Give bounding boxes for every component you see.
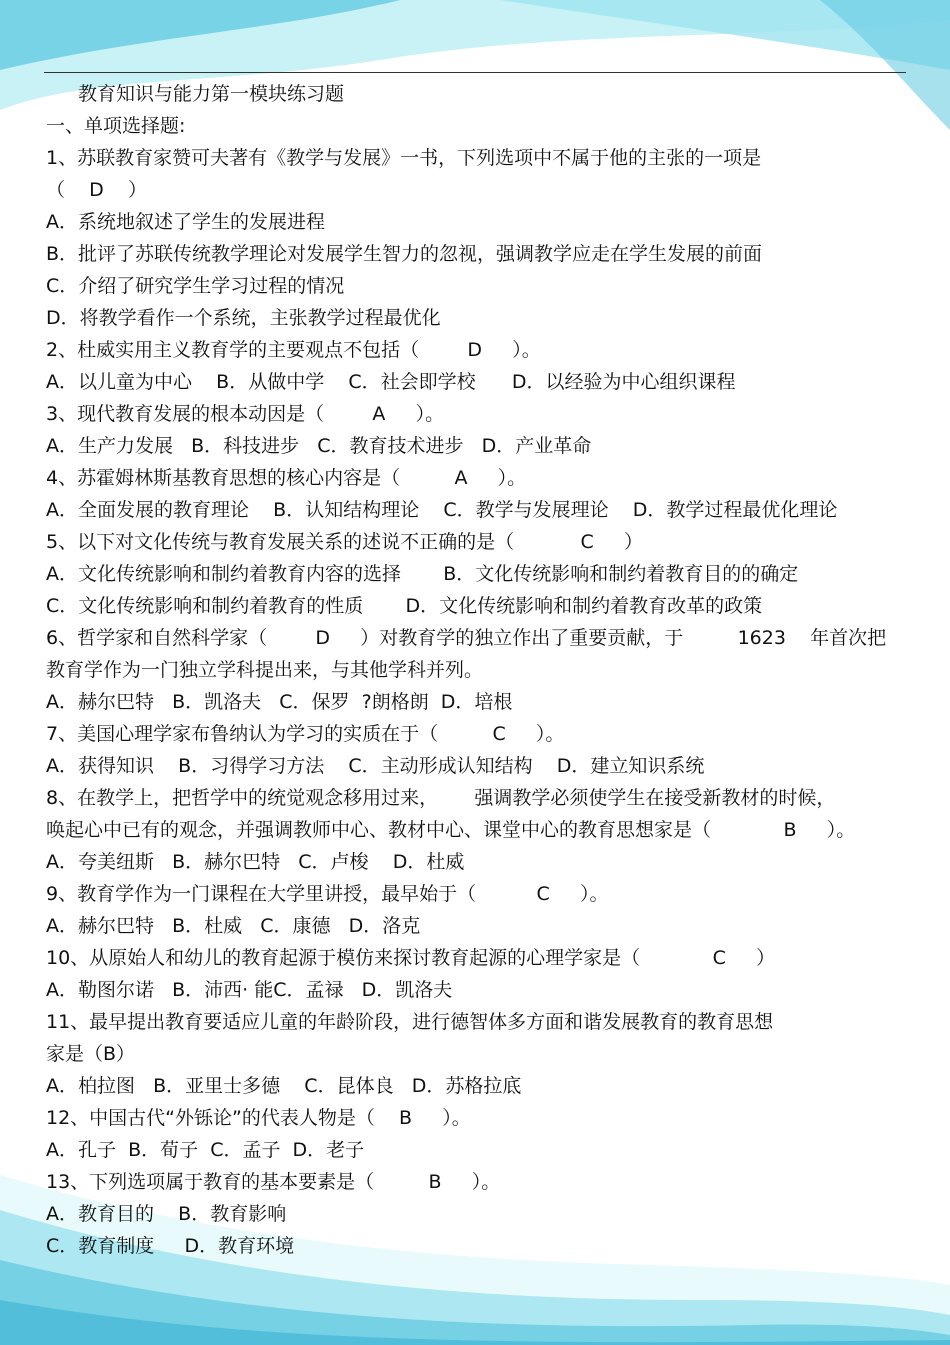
document-line: 8、在教学上，把哲学中的统觉观念移用过来， 强调教学必须使学生在接受新教材的时候， [46, 787, 836, 809]
document-line: C．介绍了研究学生学习过程的情况 [46, 275, 345, 297]
document-line: A．勒图尔诺 B．沛西· 能C．孟禄 D．凯洛夫 [46, 979, 453, 1001]
document-line: 家是（B） [46, 1043, 136, 1065]
document-line: A．孔子 B．荀子 C．孟子 D．老子 [46, 1139, 365, 1161]
document-line: 12、中国古代“外铄论”的代表人物是（ B ）。 [46, 1107, 471, 1129]
document-line: A．获得知识 B．习得学习方法 C．主动形成认知结构 D．建立知识系统 [46, 755, 705, 777]
document-line: C．教育制度 D．教育环境 [46, 1235, 295, 1257]
document-line: A．赫尔巴特 B．杜威 C．康德 D．洛克 [46, 915, 421, 937]
document-line: A．生产力发展 B．科技进步 C．教育技术进步 D．产业革命 [46, 435, 592, 457]
document-line: 1、苏联教育家赞可夫著有《教学与发展》一书，下列选项中不属于他的主张的一项是 [46, 147, 762, 169]
document-line: 7、美国心理学家布鲁纳认为学习的实质在于（ C ）。 [46, 723, 565, 745]
document-line: 4、苏霍姆林斯基教育思想的核心内容是（ A ）。 [46, 467, 527, 489]
document-line: 5、以下对文化传统与教育发展关系的述说不正确的是（ C ） [46, 531, 643, 553]
document-line: D．将教学看作一个系统，主张教学过程最优化 [46, 307, 441, 329]
document-line: 3、现代教育发展的根本动因是（ A ）。 [46, 403, 445, 425]
document-title: 教育知识与能力第一模块练习题 [78, 83, 345, 105]
document-line: A．系统地叙述了学生的发展进程 [46, 211, 325, 233]
document-line: 6、哲学家和自然科学家（ D ）对教育学的独立作出了重要贡献，于 1623 年首次把 [46, 627, 887, 649]
document-line: 唤起心中已有的观念，并强调教师中心、教材中心、课堂中心的教育思想家是（ B ）。 [46, 819, 856, 841]
document-line: （ D ） [46, 179, 147, 201]
document-line: C．文化传统影响和制约着教育的性质 D．文化传统影响和制约着教育改革的政策 [46, 595, 763, 617]
document-line: A．夸美纽斯 B．赫尔巴特 C．卢梭 D．杜威 [46, 851, 465, 873]
document-line: A．柏拉图 B．亚里士多德 C．昆体良 D．苏格拉底 [46, 1075, 522, 1097]
document-line: 教育学作为一门独立学科提出来，与其他学科并列。 [46, 659, 484, 681]
document-line: A．以儿童为中心 B．从做中学 C．社会即学校 D．以经验为中心组织课程 [46, 371, 736, 393]
document-line: 11、最早提出教育要适应儿童的年龄阶段，进行德智体多方面和谐发展教育的教育思想 [46, 1011, 774, 1033]
document-line: 9、教育学作为一门课程在大学里讲授，最早始于（ C ）。 [46, 883, 609, 905]
document-line: A．文化传统影响和制约着教育内容的选择 B．文化传统影响和制约着教育目的的确定 [46, 563, 799, 585]
document-line: A．全面发展的教育理论 B．认知结构理论 C．教学与发展理论 D．教学过程最优化理论 [46, 499, 838, 521]
document-line: 2、杜威实用主义教育学的主要观点不包括（ D ）。 [46, 339, 541, 361]
document-line: A．赫尔巴特 B．凯洛夫 C．保罗 ?朗格朗 D．培根 [46, 691, 513, 713]
section-heading: 一、单项选择题: [46, 115, 186, 137]
document-line: 13、下列选项属于教育的基本要素是（ B ）。 [46, 1171, 501, 1193]
document-line: B．批评了苏联传统教学理论对发展学生智力的忽视，强调教学应走在学生发展的前面 [46, 243, 763, 265]
document-line: A．教育目的 B．教育影响 [46, 1203, 287, 1225]
document-line: 10、从原始人和幼儿的教育起源于模仿来探讨教育起源的心理学家是（ C ） [46, 947, 776, 969]
